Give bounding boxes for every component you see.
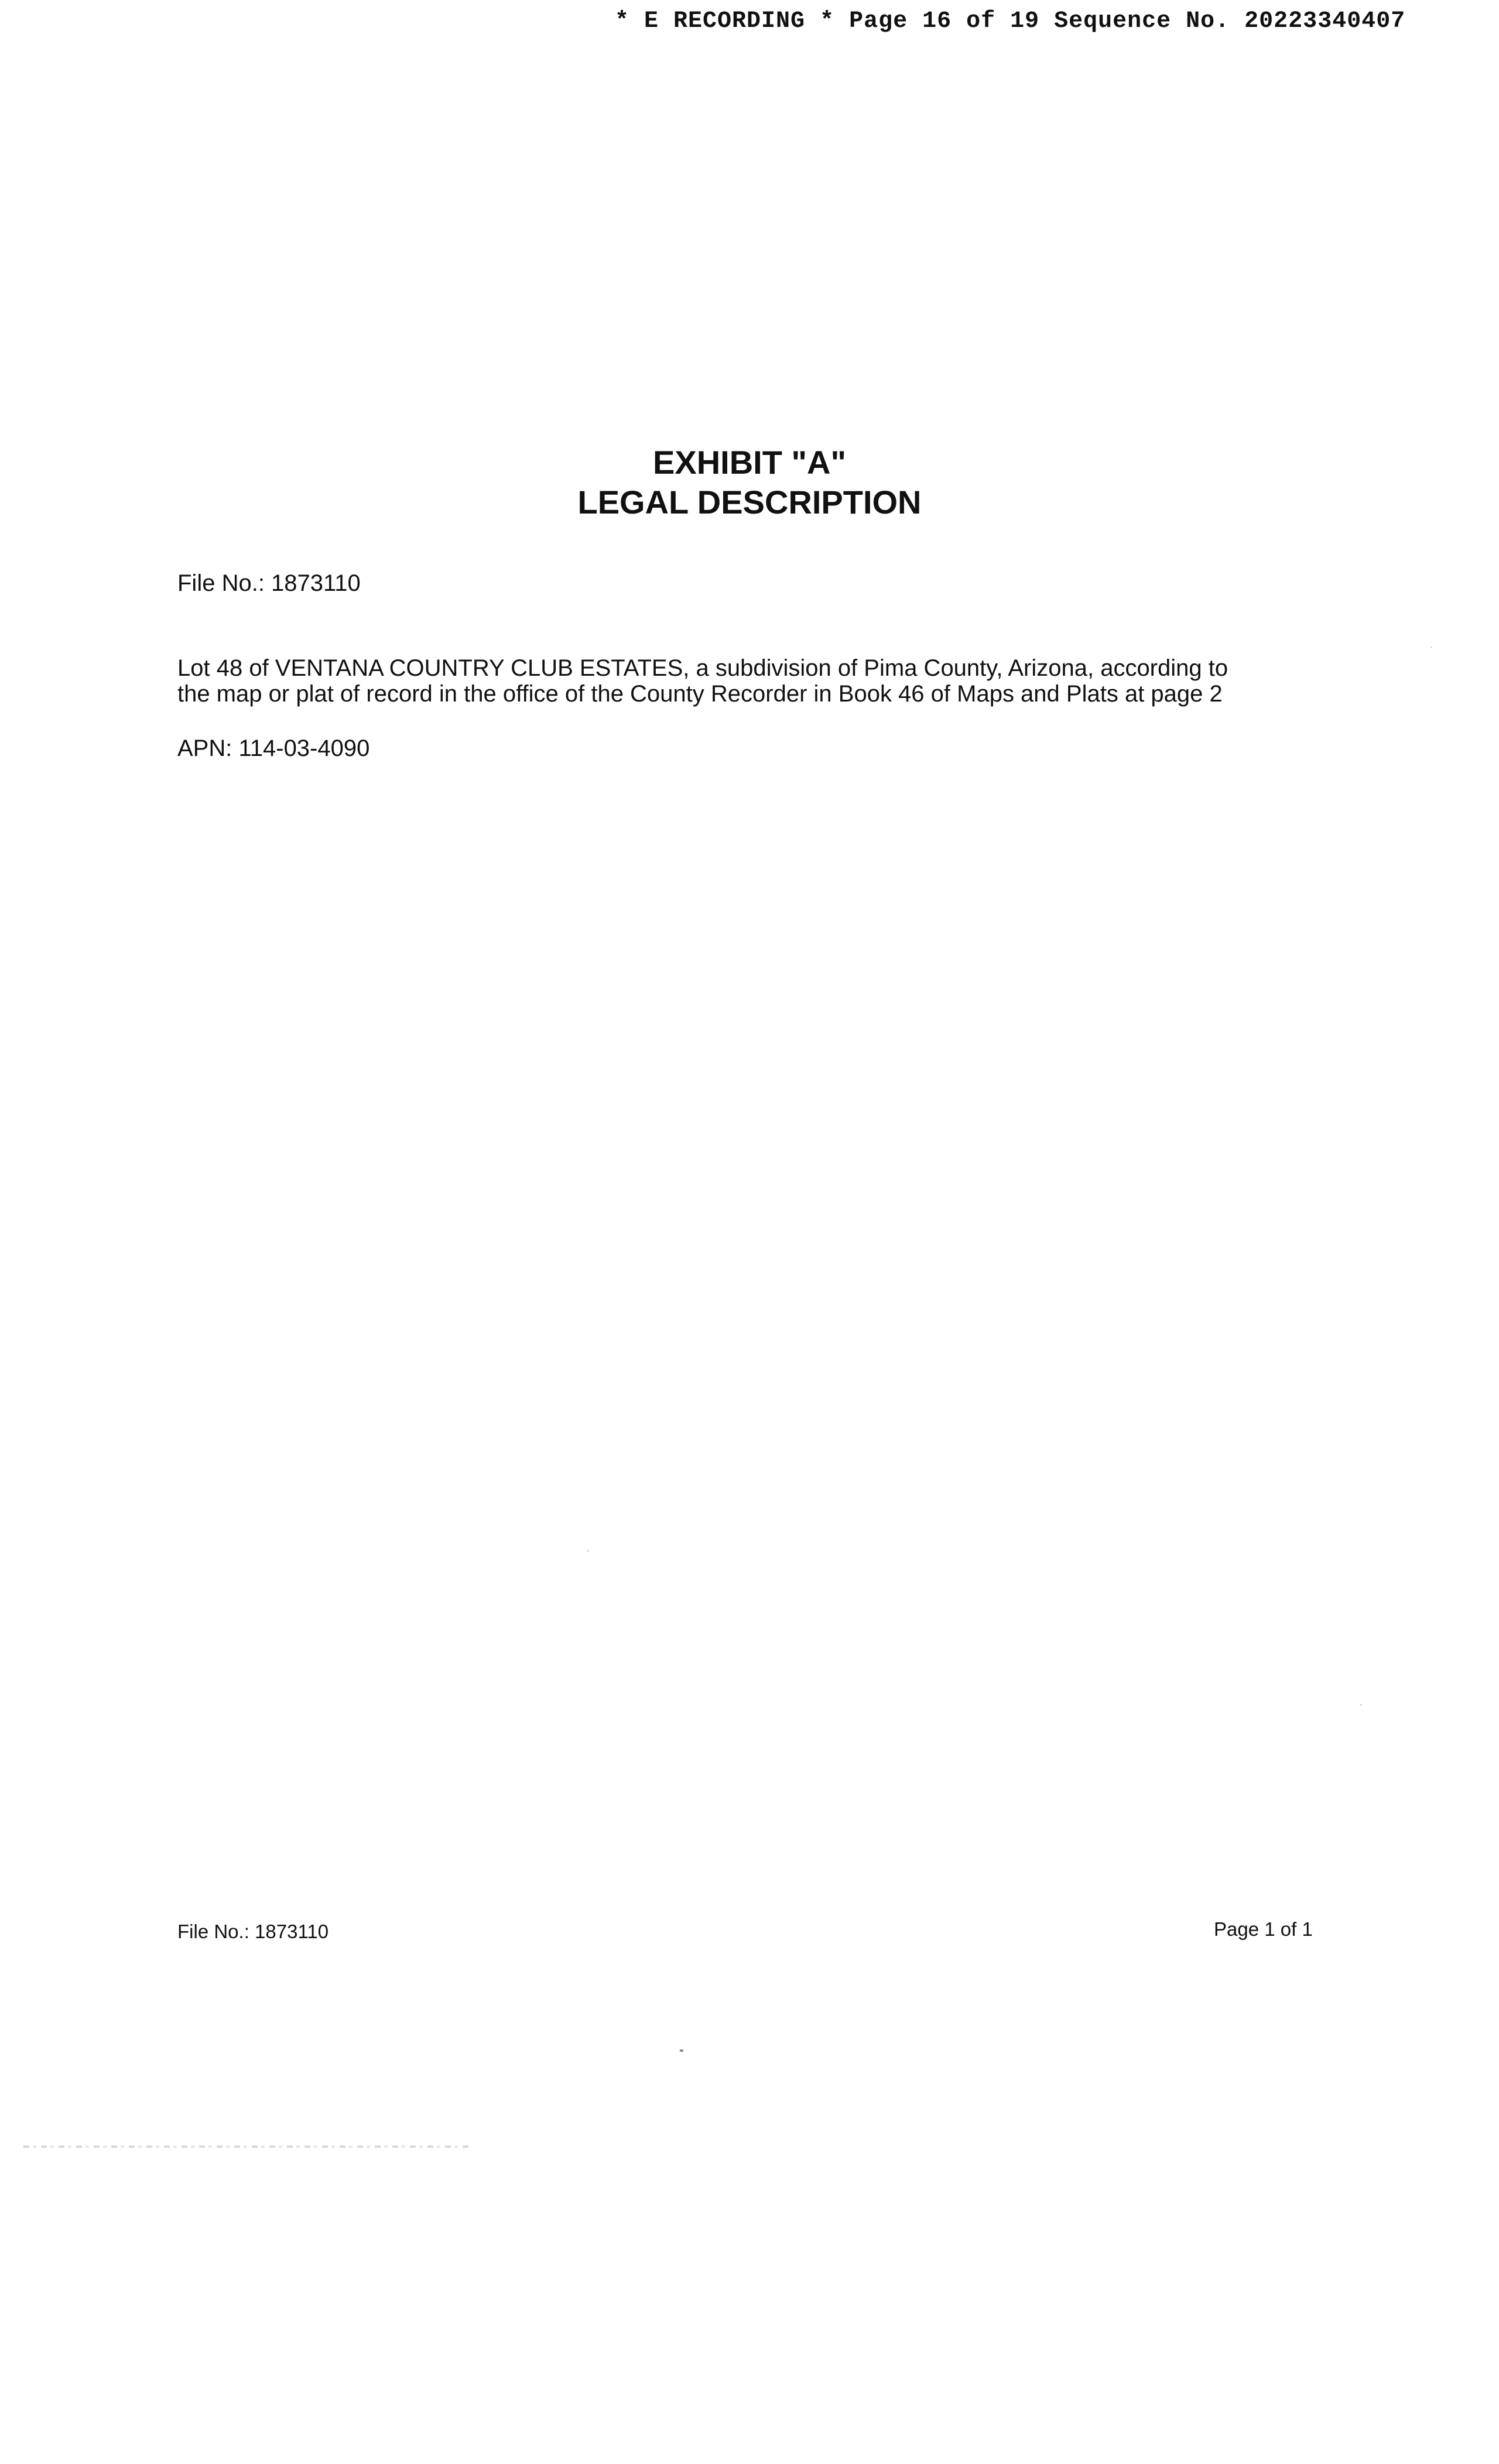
scan-speck	[587, 1550, 589, 1552]
scan-speck	[1360, 1704, 1362, 1706]
legal-description	[177, 655, 1319, 709]
exhibit-title	[0, 443, 1499, 522]
recording-header: * E RECORDING * Page 16 of 19 Sequence No. 20223340407	[615, 8, 1406, 35]
footer-file-number: File No.: 1873110	[177, 1921, 329, 1942]
legal-description-line-2: the map or plat of record in the office of the County Recorder in Book 46 of Maps and Plats at page 2	[177, 681, 1223, 707]
scan-noise	[23, 2145, 468, 2148]
exhibit-title-line-2: LEGAL DESCRIPTION	[577, 484, 922, 521]
file-number: File No.: 1873110	[177, 570, 361, 596]
legal-description-line-1: Lot 48 of VENTANA COUNTRY CLUB ESTATES, a subdivision of Pima County, Arizona, according to	[177, 655, 1228, 681]
footer-page-number: Page 1 of 1	[1214, 1918, 1313, 1940]
exhibit-title-line-1: EXHIBIT "A"	[652, 444, 846, 481]
apn-number: APN: 114-03-4090	[177, 735, 370, 761]
scan-speck	[680, 2049, 683, 2052]
scan-speck	[1430, 646, 1432, 648]
